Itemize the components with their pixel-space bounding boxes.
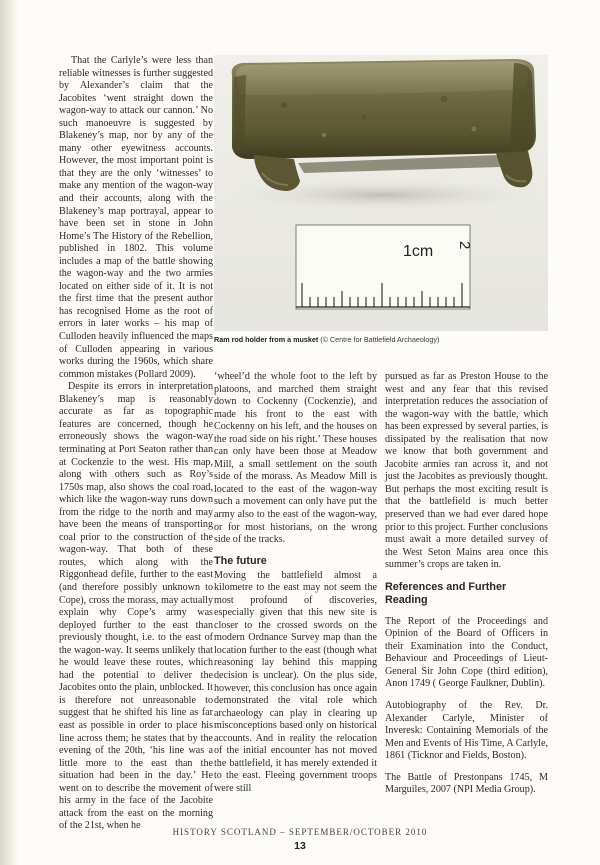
section-heading-future: The future	[214, 554, 267, 567]
body-paragraph: Moving the battlefield almost a kilometre to the east may not seem the most profound of discoveries, especially given that this new site is closer to the crossed swords on the modern Ordnance Survey map than the location further to the east (though what reasoning lay behind this mapping decision is unclear). On the plus side, however, this conclusion has once again demonstrated the vital role which archaeology can play in clearing up misconceptions based only on historical accounts. And in reality the relocation of the initial encounter has not moved the battlefield, it has merely extended it to the east. Fleeing government troops were still	[214, 569, 377, 794]
artifact-photo	[214, 55, 548, 331]
ruler-number: 2	[456, 241, 473, 250]
ram-rod-holder-photo	[214, 55, 548, 331]
running-footer: HISTORY SCOTLAND – SEPTEMBER/OCTOBER 2010	[172, 827, 428, 837]
body-paragraph: ‘wheel’d the whole foot to the left by platoons, and marched them straight down to Cockenny (Cockenzie), and made his front to the east with Cockenny on his left, and the houses on the road side on his right.’ These houses can only have been those at Meadow Mill, a small settlement on the south side of the morass. As Meadow Mill is located to the east of the wagon-way such a movement can only have put the army also to the east of the wagon-way, or for most historians, on the wrong side of the tracks.	[214, 371, 377, 546]
text-column-middle	[214, 371, 377, 796]
scale-ruler	[296, 225, 473, 309]
body-paragraph: Despite its errors in interpretation Blakeney’s map is reasonably accurate as far as topographic features are concerned, though he erroneously shows the wagon-way terminating at Port Seaton rather than at Cockenzie to the west. His map, along with others such as Roy’s 1750s map, also shows the coal road, which like the wagon-way runs down from the ridge to the north and may have been the means of transporting coal prior to the construction of the wagon-way. That both of these routes, which along with the Riggonhead defile, further to the east (and therefore possibly unknown to Cope), cross the morass, may actually explain why Cope’s army was deployed further to the east than previously thought, i.e. to the east of the wagon-way. It seems unlikely that he would leave these routes, which had the potential to deliver the Jacobites onto the plain, unblocked. It is therefore not unreasonable to suggest that he shifted his line as far east as possible in order to place his line across them; he states that by the evening of the 20th, ‘his line was a little more to the east than the situation had been in the day.’ He went on to describe the movement of his army in the face of the Jacobite attack from the east on the morning of the 21st, when he	[59, 381, 213, 832]
text-column-left	[59, 55, 213, 833]
reference-entry: The Report of the Proceedings and Opinion of the Board of Officers in their Examination into the Conduct, Behaviour and Proceedings of Lieut-General Sir John Cope (third edition), Anon 1749 ( George Faulkner, Dublin).	[385, 615, 548, 690]
text-column-right	[385, 371, 548, 797]
body-paragraph: pursued as far as Preston House to the west and any fear that this revised interpretation reduces the association of the wagon-way with the battle, which has been expressed by several parties, is dissipated by the realisation that now we know that both government and Jacobite armies ran across it, and not just the Jacobites as previously thought. But perhaps the most exciting result is that the battlefield is much better preserved than we had ever dared hope prior to this project. Further conclusions must await a more detailed survey of the West Seton Mains area once this summer’s crops are taken in.	[385, 371, 548, 571]
section-heading-references: References and Further Reading	[385, 580, 507, 606]
caption-title: Ram rod holder from a musket	[214, 335, 319, 344]
body-paragraph: That the Carlyle’s were less than reliable witnesses is further suggested by Alexander’s claim that the Jacobites ‘went straight down the wagon-way to attack our cannon.’ No such manoeuvre is suggested by Blakeney’s map, nor by any of the many other eyewitness accounts. However, the most important point is that they are the only ‘witnesses’ to make any mention of the wagon-way and their accounts, along with the Blakeney’s map portrayal, appear to have been set in stone in John Home’s The History of the Rebellion, published in 1802. This volume includes a map of the battle showing the wagon-way and the two armies located on either side of it. It is not the first time that the present author has recognised Home as the root of errors in later works – his map of Culloden heavily influenced the maps of Culloden appearing in various works during the 1960s, which share common mistakes (Pollard 2009).	[59, 55, 213, 380]
caption-credit: (© Centre for Battlefield Archaeology)	[320, 335, 440, 344]
reference-entry: The Battle of Prestonpans 1745, M Marguiles, 2007 (NPI Media Group).	[385, 771, 548, 796]
page-number: 13	[294, 840, 306, 852]
photo-caption	[214, 335, 548, 345]
ruler-label: 1cm	[403, 243, 434, 260]
reference-entry: Autobiography of the Rev. Dr. Alexander Carlyle, Minister of Inveresk: Containing Memorials of the Men and Events of His Time, A Carlyle, 1861 (Ticknor and Fields, Boston).	[385, 700, 548, 762]
